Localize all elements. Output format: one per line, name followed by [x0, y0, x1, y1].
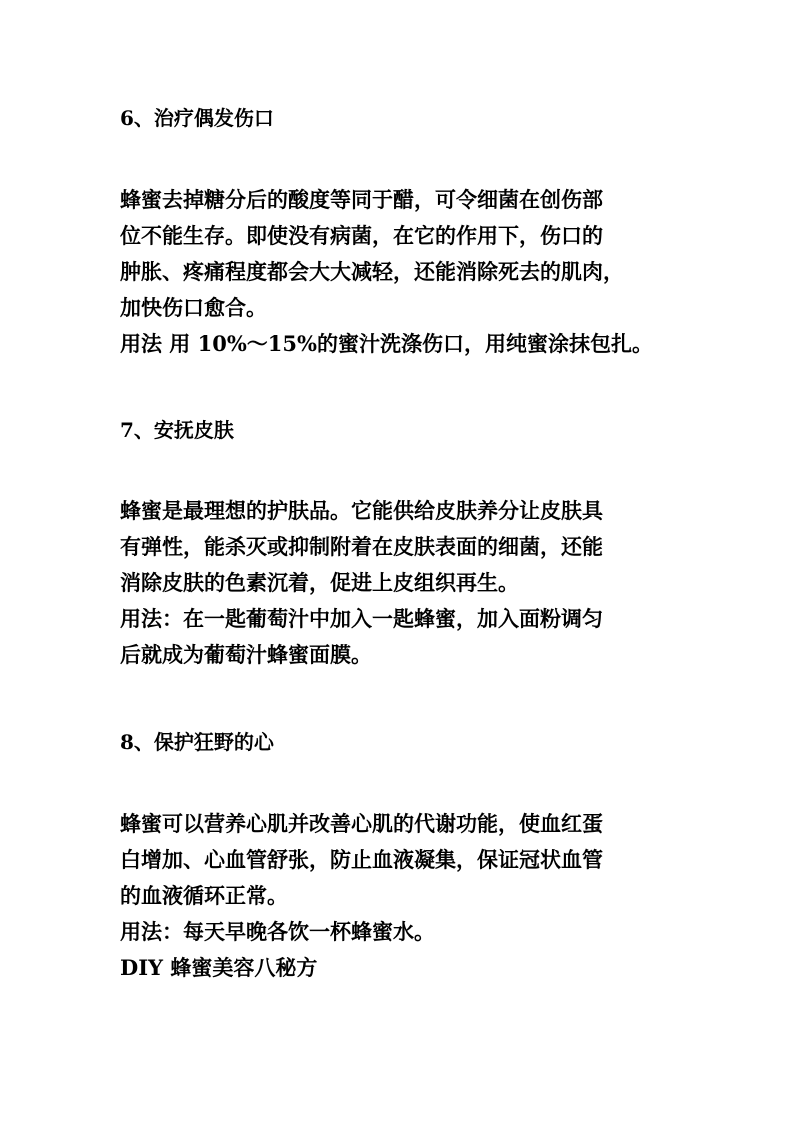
closing-line: DIY 蜂蜜美容八秘方: [120, 955, 318, 980]
section-6-paragraph-line-2: 位不能生存。即使没有病菌，在它的作用下，伤口的: [120, 223, 603, 248]
section-6-usage-line-1: 用法 用 10%～15%的蜜汁洗涤伤口，用纯蜜涂抹包扎。: [120, 331, 653, 356]
section-7-paragraph-line-2: 有弹性，能杀灭或抑制附着在皮肤表面的细菌，还能: [120, 534, 603, 559]
section-7-usage-line-1: 用法：在一匙葡萄汁中加入一匙蜂蜜，加入面粉调匀: [120, 606, 603, 631]
section-6-heading: 6、治疗偶发伤口: [120, 106, 274, 130]
section-7-paragraph-line-1: 蜂蜜是最理想的护肤品。它能供给皮肤养分让皮肤具: [120, 498, 603, 523]
section-8-paragraph-line-1: 蜂蜜可以营养心肌并改善心肌的代谢功能，使血红蛋: [120, 811, 603, 836]
section-6-paragraph-line-3: 肿胀、疼痛程度都会大大减轻，还能消除死去的肌肉，: [120, 259, 624, 284]
section-7-usage-line-2: 后就成为葡萄汁蜂蜜面膜。: [120, 642, 372, 667]
section-6-paragraph-line-4: 加快伤口愈合。: [120, 295, 267, 320]
section-8-heading: 8、保护狂野的心: [120, 730, 274, 754]
section-7-paragraph-line-3: 消除皮肤的色素沉着，促进上皮组织再生。: [120, 570, 519, 595]
section-8-paragraph-line-3: 的血液循环正常。: [120, 883, 288, 908]
section-7-heading: 7、安抚皮肤: [120, 418, 234, 442]
section-8-usage-line-1: 用法：每天早晚各饮一杯蜂蜜水。: [120, 919, 435, 944]
section-6-paragraph-line-1: 蜂蜜去掉糖分后的酸度等同于醋，可令细菌在创伤部: [120, 187, 603, 212]
section-8-paragraph-line-2: 白增加、心血管舒张，防止血液凝集，保证冠状血管: [120, 847, 603, 872]
